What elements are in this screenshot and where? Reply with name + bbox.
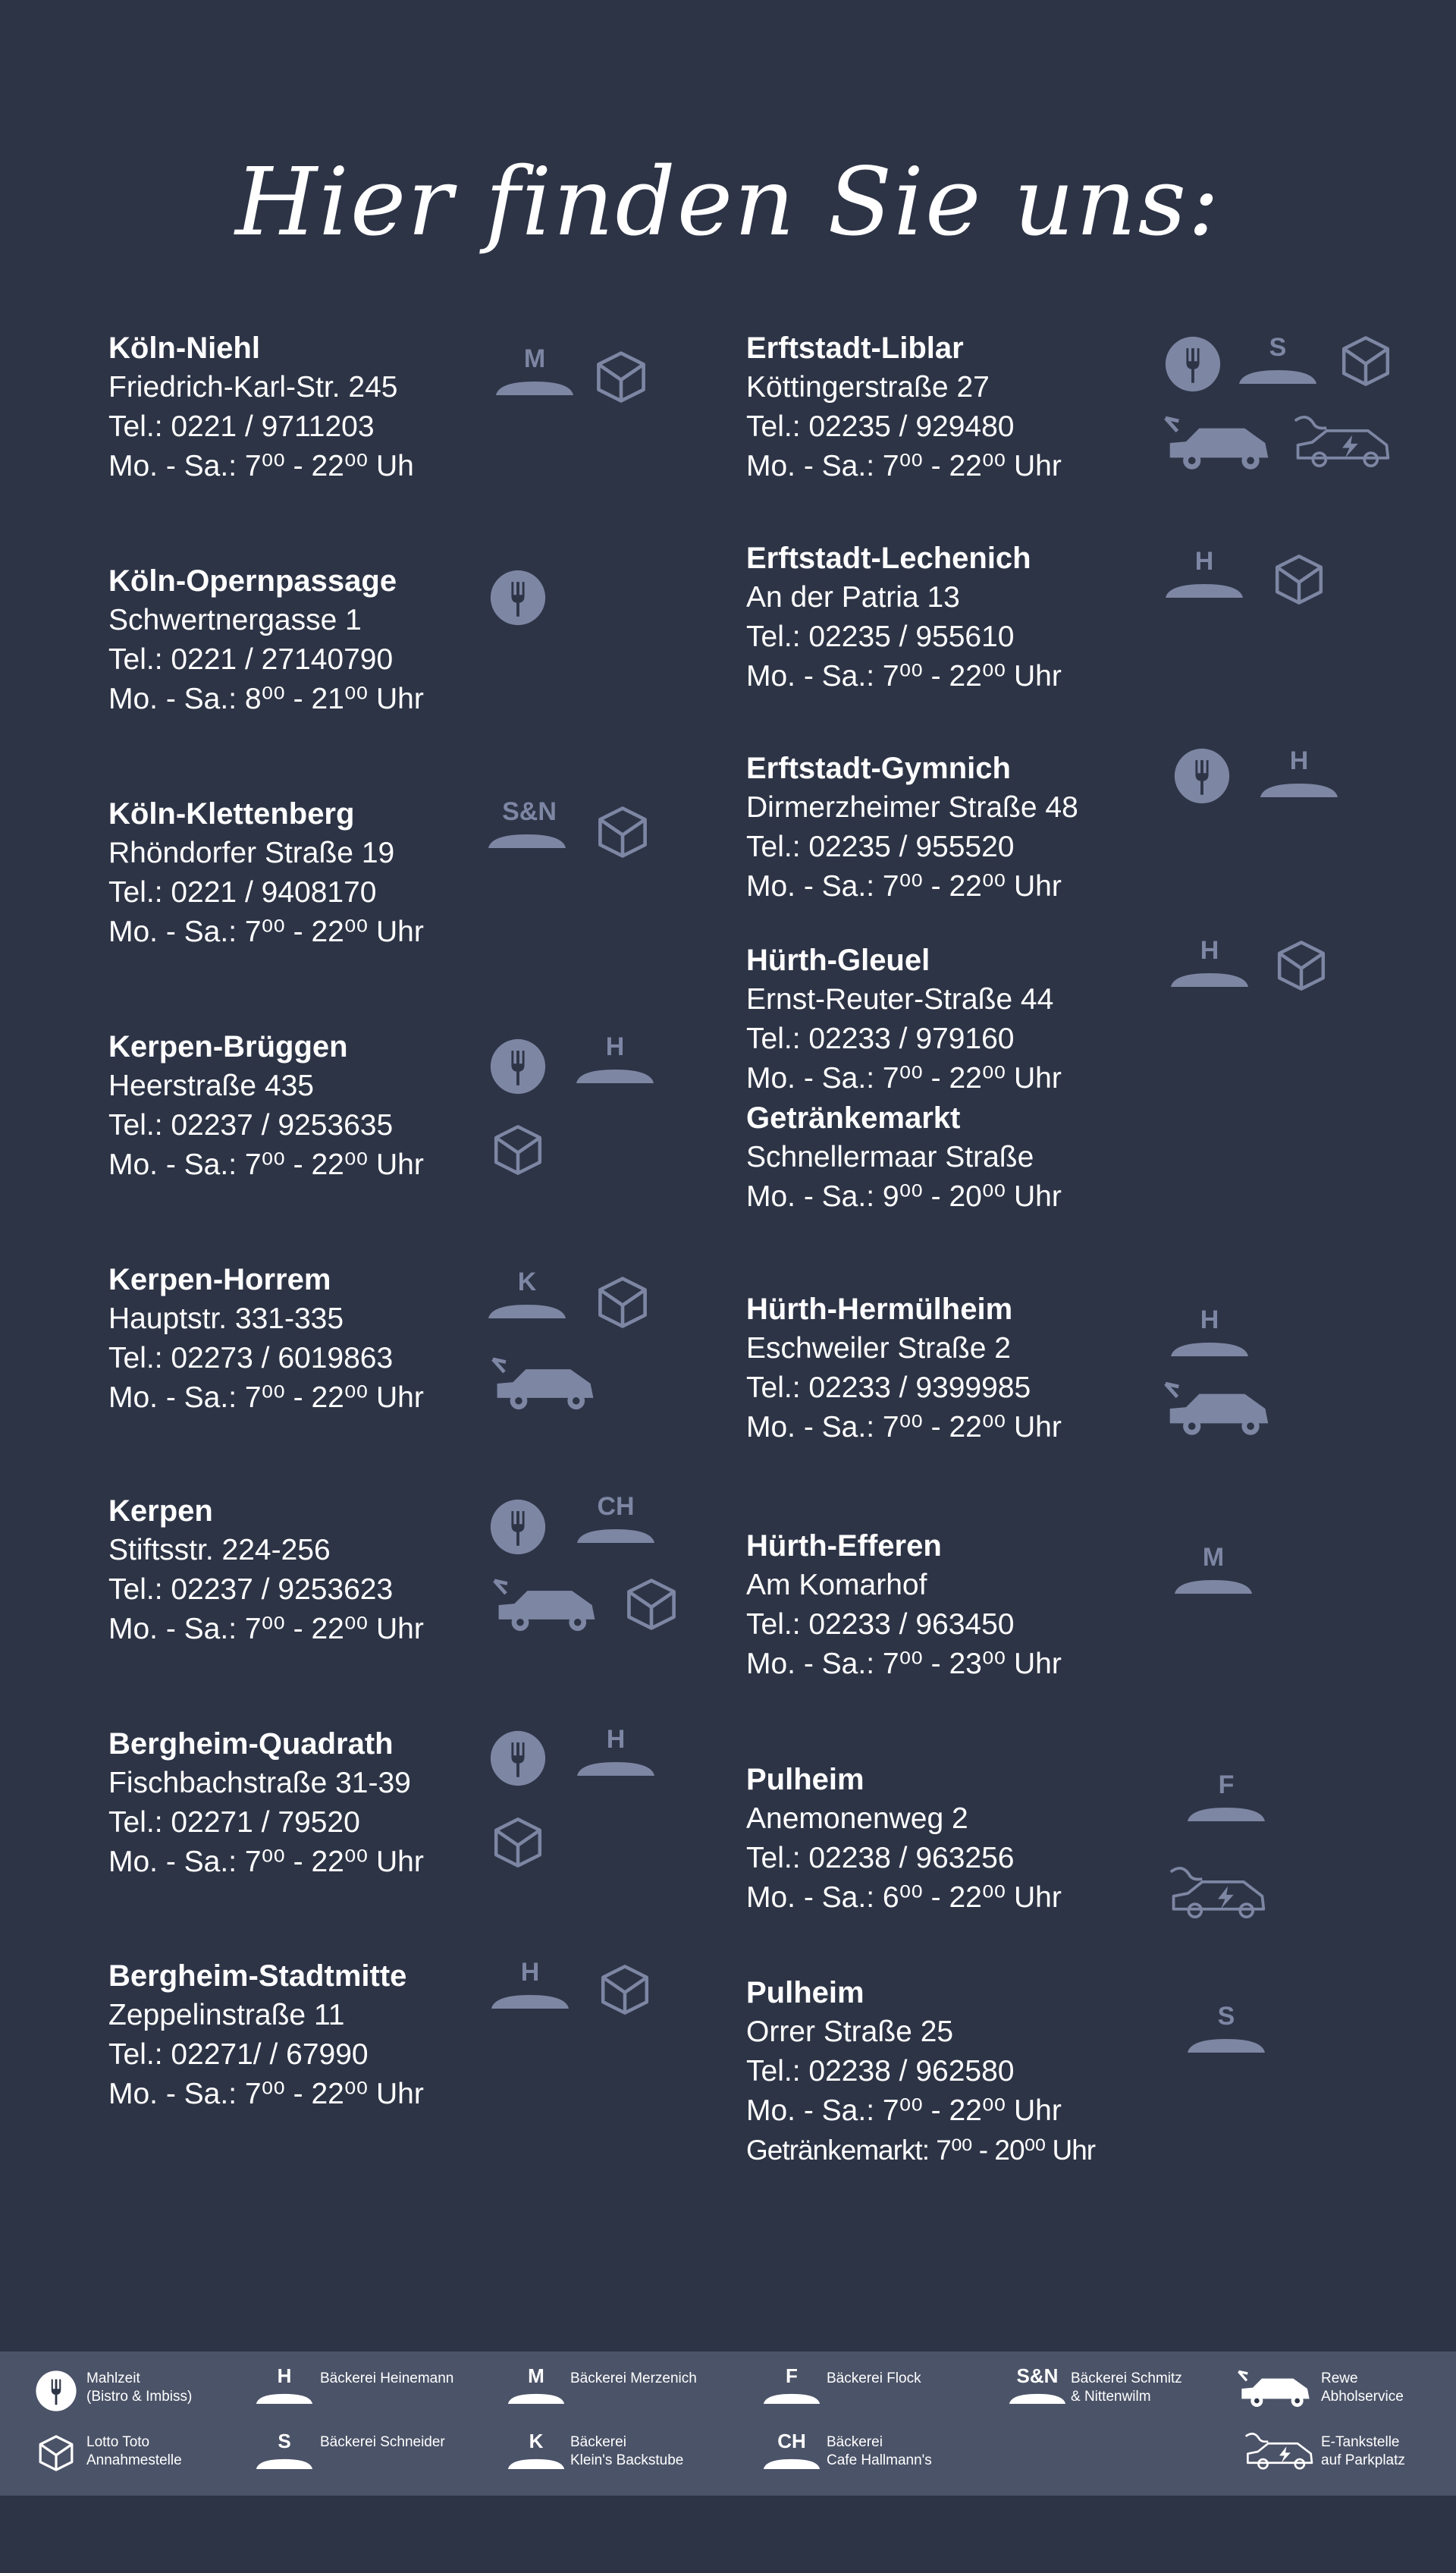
baeckerei-heinemann-icon: H [1168,1306,1251,1359]
store-phone: Tel.: 0221 / 27140790 [108,643,394,676]
legend-label-lotto: Lotto Toto Annahmestelle [86,2434,182,2468]
store-phone: Tel.: 02271 / 79520 [108,1806,360,1839]
store-address: Orrer Straße 25 [746,2015,954,2048]
page-title: Hier finden Sie uns: [235,148,1221,257]
store-phone: Tel.: 02238 / 963256 [746,1842,1015,1874]
store-address: Stiftsstr. 224-256 [108,1534,331,1566]
store-address: Hauptstr. 331-335 [108,1302,344,1335]
baeckerei-cafe-hallmanns-icon: CH [761,2430,822,2471]
rewe-abholservice-icon [493,1576,601,1634]
baeckerei-heinemann-icon: H [574,1726,657,1779]
store-hours: Mo. - Sa.: 7⁰⁰ - 22⁰⁰ Uh [108,450,414,482]
store-name: Köln-Klettenberg [108,797,355,831]
baeckerei-merzenich-icon: M [1172,1544,1255,1597]
store-hours: Mo. - Sa.: 7⁰⁰ - 22⁰⁰ Uhr [746,1411,1062,1444]
store-hours: Mo. - Sa.: 7⁰⁰ - 22⁰⁰ Uhr [108,2078,424,2110]
legend-label-e-tankstelle: E-Tankstelle auf Parkplatz [1321,2434,1405,2468]
store-address: Friedrich-Karl-Str. 245 [108,371,398,404]
legend-label-flock: Bäckerei Flock [827,2370,921,2386]
store-phone: Tel.: 0221 / 9408170 [108,876,377,909]
store-kerpen-horrem [108,1260,424,1418]
store-pulheim-anemonenweg [746,1760,1062,1918]
store-phone: Tel.: 02233 / 979160 [746,1023,1015,1055]
store-phone: Tel.: 02238 / 962580 [746,2055,1015,2088]
lotto-toto-icon [1338,334,1393,388]
mahlzeit-icon [489,1498,547,1556]
store-phone: Tel.: 02237 / 9253635 [108,1109,394,1142]
store-address: Rhöndorfer Straße 19 [108,837,395,869]
rewe-abholservice-icon [491,1355,599,1412]
store-address: Fischbachstraße 31-39 [108,1767,411,1799]
store-hours: Mo. - Sa.: 7⁰⁰ - 22⁰⁰ Uhr [746,2094,1062,2127]
store-address: Eschweiler Straße 2 [746,1332,1011,1365]
store-pulheim-orrer [746,1973,1095,2170]
store-phone: Tel.: 02273 / 6019863 [108,1342,394,1374]
mahlzeit-icon [1164,335,1222,393]
lotto-toto-icon [1274,938,1329,993]
store-name: Bergheim-Stadtmitte [108,1959,407,1993]
baeckerei-merzenich-icon: M [506,2365,566,2406]
store-phone: Tel.: 02235 / 929480 [746,410,1015,443]
rewe-abholservice-icon [1164,413,1274,473]
store-address: Ernst-Reuter-Straße 44 [746,983,1054,1016]
store-phone: Tel.: 02233 / 963450 [746,1608,1015,1641]
store-name: Erftstadt-Lechenich [746,542,1031,575]
store-erftstadt-gymnich [746,749,1078,906]
legend-label-mahlzeit: Mahlzeit (Bistro & Imbiss) [86,2370,193,2405]
store-hours: Mo. - Sa.: 7⁰⁰ - 22⁰⁰ Uhr [746,660,1062,693]
rewe-abholservice-icon [1238,2368,1313,2409]
e-tankstelle-icon [1168,1865,1268,1922]
store-bergheim-stadtmitte [108,1956,424,2114]
legend-label-merzenich: Bäckerei Merzenich [570,2370,697,2386]
store-koeln-klettenberg [108,794,424,952]
baeckerei-schneider-icon: S [254,2430,315,2471]
store-name: Erftstadt-Gymnich [746,752,1011,785]
mahlzeit-icon [489,1038,547,1095]
baeckerei-schneider-icon: S [1185,2003,1268,2056]
store-address: Heerstraße 435 [108,1070,314,1102]
e-tankstelle-icon [1292,413,1392,471]
mahlzeit-icon [489,1729,547,1787]
store-phone: Tel.: 02271/ / 67990 [108,2038,369,2071]
lotto-toto-icon [1272,552,1326,607]
store-hours: Mo. - Sa.: 6⁰⁰ - 22⁰⁰ Uhr [746,1881,1062,1914]
baeckerei-schneider-icon: S [1236,334,1320,387]
store-hours: Mo. - Sa.: 7⁰⁰ - 22⁰⁰ Uhr [108,1381,424,1414]
store-name: Hürth-Efferen [746,1529,942,1563]
e-tankstelle-icon [1244,2430,1315,2473]
store-address: An der Patria 13 [746,581,960,614]
store-hours: Mo. - Sa.: 7⁰⁰ - 22⁰⁰ Uhr [108,1846,424,1878]
mahlzeit-icon [489,569,547,627]
legend-label-hallmann: Bäckerei Cafe Hallmann's [827,2434,932,2468]
baeckerei-heinemann-icon: H [1163,548,1246,601]
lotto-toto-icon [36,2433,76,2473]
store-kerpen [108,1491,424,1649]
baeckerei-heinemann-icon: H [488,1959,572,2012]
store-address: Anemonenweg 2 [746,1802,968,1835]
store-hours: Mo. - Sa.: 7⁰⁰ - 22⁰⁰ Uhr [746,1062,1062,1095]
store-hours: Mo. - Sa.: 7⁰⁰ - 22⁰⁰ Uhr [746,450,1062,482]
store-erftstadt-liblar [746,328,1062,486]
baeckerei-kleins-backstube-icon: K [506,2430,566,2471]
store-bergheim-quadrath [108,1724,424,1882]
store-name: Pulheim [746,1976,864,2009]
baeckerei-schmitz-nittenwilm-icon: S&N [485,798,573,851]
store-kerpen-brueggen [108,1027,424,1185]
baeckerei-flock-icon: F [761,2365,822,2406]
store-address: Schwertnergasse 1 [108,604,362,636]
store-extra-hours: Mo. - Sa.: 9⁰⁰ - 20⁰⁰ Uhr [746,1180,1062,1213]
lotto-toto-icon [623,1576,679,1632]
store-address: Dirmerzheimer Straße 48 [746,791,1078,824]
store-address: Zeppelinstraße 11 [108,1999,345,2031]
lotto-toto-icon [491,1123,545,1177]
store-name: Pulheim [746,1763,864,1796]
baeckerei-heinemann-icon: H [254,2365,315,2406]
baeckerei-cafe-hallmanns-icon: CH [574,1493,657,1546]
lotto-toto-icon [593,349,649,405]
store-name: Bergheim-Quadrath [108,1727,394,1761]
store-name: Erftstadt-Liblar [746,331,964,365]
store-address: Köttingerstraße 27 [746,371,990,404]
store-phone: Tel.: 02237 / 9253623 [108,1573,394,1606]
legend-label-klein: Bäckerei Klein's Backstube [570,2434,684,2468]
store-huerth-efferen [746,1526,1062,1684]
store-phone: Tel.: 02235 / 955520 [746,831,1015,863]
baeckerei-heinemann-icon: H [1168,937,1251,990]
store-phone: Tel.: 02233 / 9399985 [746,1371,1031,1404]
store-phone: Tel.: 02235 / 955610 [746,620,1015,653]
store-koeln-opernpassage [108,561,424,719]
lotto-toto-icon [598,1962,652,2017]
store-name: Köln-Opernpassage [108,564,397,598]
lotto-toto-icon [595,1274,651,1330]
baeckerei-heinemann-icon: H [1257,747,1341,800]
legend [0,2352,1456,2496]
store-hours: Mo. - Sa.: 7⁰⁰ - 22⁰⁰ Uhr [108,916,424,948]
store-hours: Mo. - Sa.: 8⁰⁰ - 21⁰⁰ Uhr [108,683,424,715]
store-huerth-hermuelheim [746,1290,1062,1447]
store-name: Kerpen [108,1494,213,1528]
baeckerei-merzenich-icon: M [493,345,576,398]
baeckerei-flock-icon: F [1185,1771,1268,1824]
store-extra-hours: Getränkemarkt: 7⁰⁰ - 20⁰⁰ Uhr [746,2135,1096,2166]
baeckerei-schmitz-nittenwilm-icon: S&N [1007,2365,1068,2406]
lotto-toto-icon [491,1815,545,1870]
mahlzeit-icon [1173,747,1231,805]
store-koeln-niehl [108,328,414,486]
store-hours: Mo. - Sa.: 7⁰⁰ - 22⁰⁰ Uhr [108,1613,424,1645]
store-name: Köln-Niehl [108,331,260,365]
store-hours: Mo. - Sa.: 7⁰⁰ - 22⁰⁰ Uhr [746,870,1062,903]
store-name: Hürth-Hermülheim [746,1293,1013,1326]
store-name: Kerpen-Horrem [108,1263,331,1296]
mahlzeit-icon [35,2370,77,2412]
baeckerei-heinemann-icon: H [573,1033,657,1086]
store-name: Kerpen-Brüggen [108,1030,348,1063]
lotto-toto-icon [595,804,651,860]
store-hours: Mo. - Sa.: 7⁰⁰ - 23⁰⁰ Uhr [746,1648,1062,1680]
store-address: Am Komarhof [746,1569,927,1601]
store-hours: Mo. - Sa.: 7⁰⁰ - 22⁰⁰ Uhr [108,1148,424,1181]
legend-label-heinemann: Bäckerei Heinemann [320,2370,454,2386]
legend-label-rewe: Rewe Abholservice [1321,2370,1404,2405]
store-huerth-gleuel [746,941,1062,1217]
store-phone: Tel.: 0221 / 9711203 [108,410,375,443]
store-name: Hürth-Gleuel [746,944,930,977]
rewe-abholservice-icon [1164,1379,1274,1438]
legend-label-schneider: Bäckerei Schneider [320,2434,445,2450]
legend-label-schmitz: Bäckerei Schmitz & Nittenwilm [1071,2370,1182,2405]
store-extra-name: Getränkemarkt [746,1101,961,1135]
store-extra-address: Schnellermaar Straße [746,1141,1034,1173]
baeckerei-kleins-backstube-icon: K [485,1268,569,1321]
store-erftstadt-lechenich [746,539,1062,696]
